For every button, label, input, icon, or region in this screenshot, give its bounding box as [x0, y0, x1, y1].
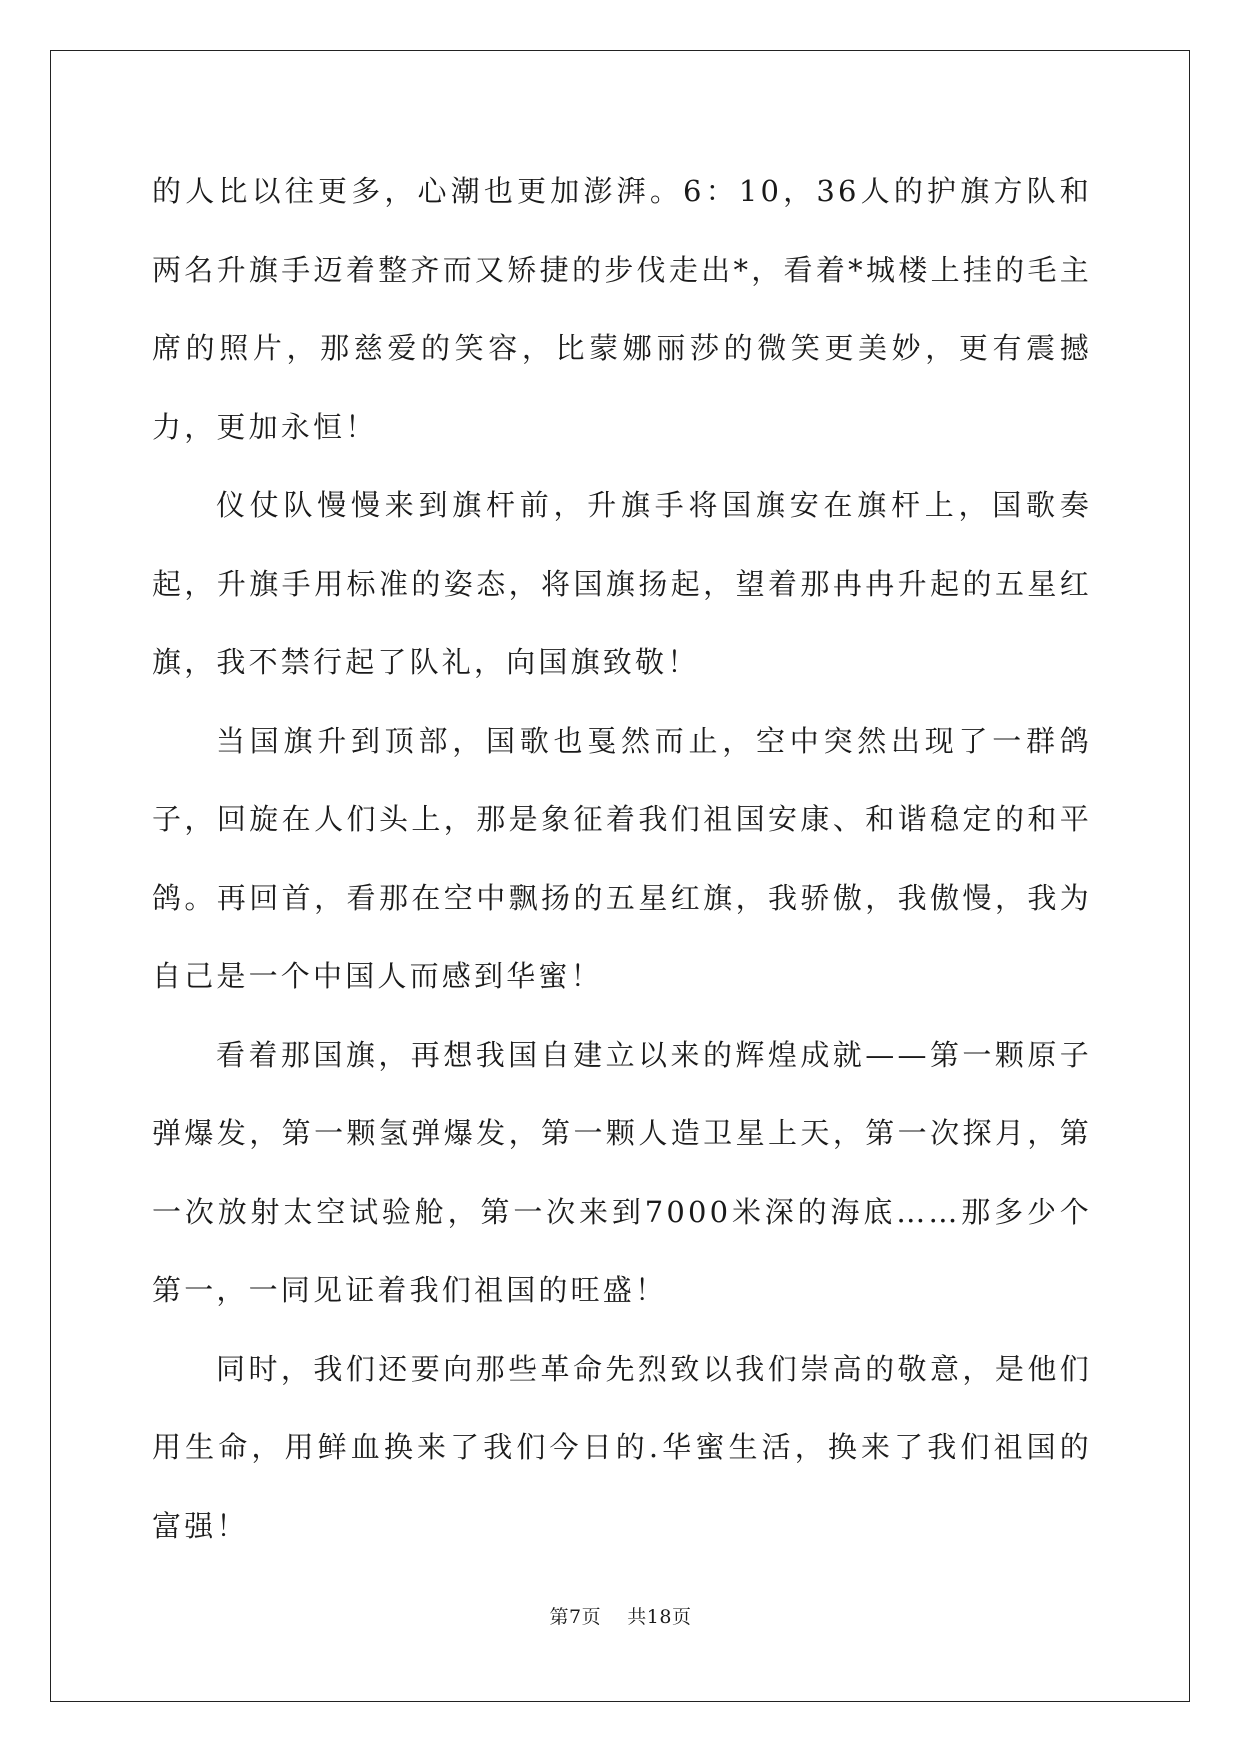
paragraph-2: 仪仗队慢慢来到旗杆前，升旗手将国旗安在旗杆上，国歌奏起，升旗手用标准的姿态，将国旗扬起，望着那冉冉升起的五星红旗，我不禁行起了队礼，向国旗致敬！: [152, 488, 1092, 679]
page-number: 第7页: [549, 1606, 602, 1628]
paragraph-1: 的人比以往更多，心潮也更加澎湃。6：10，36人的护旗方队和两名升旗手迈着整齐而又矫捷的步伐走出*，看着*城楼上挂的毛主席的照片，那慈爱的笑容，比蒙娜丽莎的微笑更美妙，更有震撼力，更加永恒！: [152, 174, 1092, 444]
page-footer: [0, 1602, 1241, 1629]
paragraph-3: 当国旗升到顶部，国歌也戛然而止，空中突然出现了一群鸽子，回旋在人们头上，那是象征着我们祖国安康、和谐稳定的和平鸽。再回首，看那在空中飘扬的五星红旗，我骄傲，我傲慢，我为自己是一个中国人而感到华蜜！: [152, 723, 1092, 993]
document-body: [152, 152, 1092, 1565]
paragraph-4: 看着那国旗，再想我国自建立以来的辉煌成就——第一颗原子弹爆发，第一颗氢弹爆发，第一颗人造卫星上天，第一次探月，第一次放射太空试验舱，第一次来到7000米深的海底……那多少个第一，一同见证着我们祖国的旺盛！: [152, 1037, 1092, 1307]
paragraph-5: 同时，我们还要向那些革命先烈致以我们崇高的敬意，是他们用生命，用鲜血换来了我们今日的.华蜜生活，换来了我们祖国的富强！: [152, 1351, 1092, 1543]
total-pages: 共18页: [627, 1606, 692, 1628]
